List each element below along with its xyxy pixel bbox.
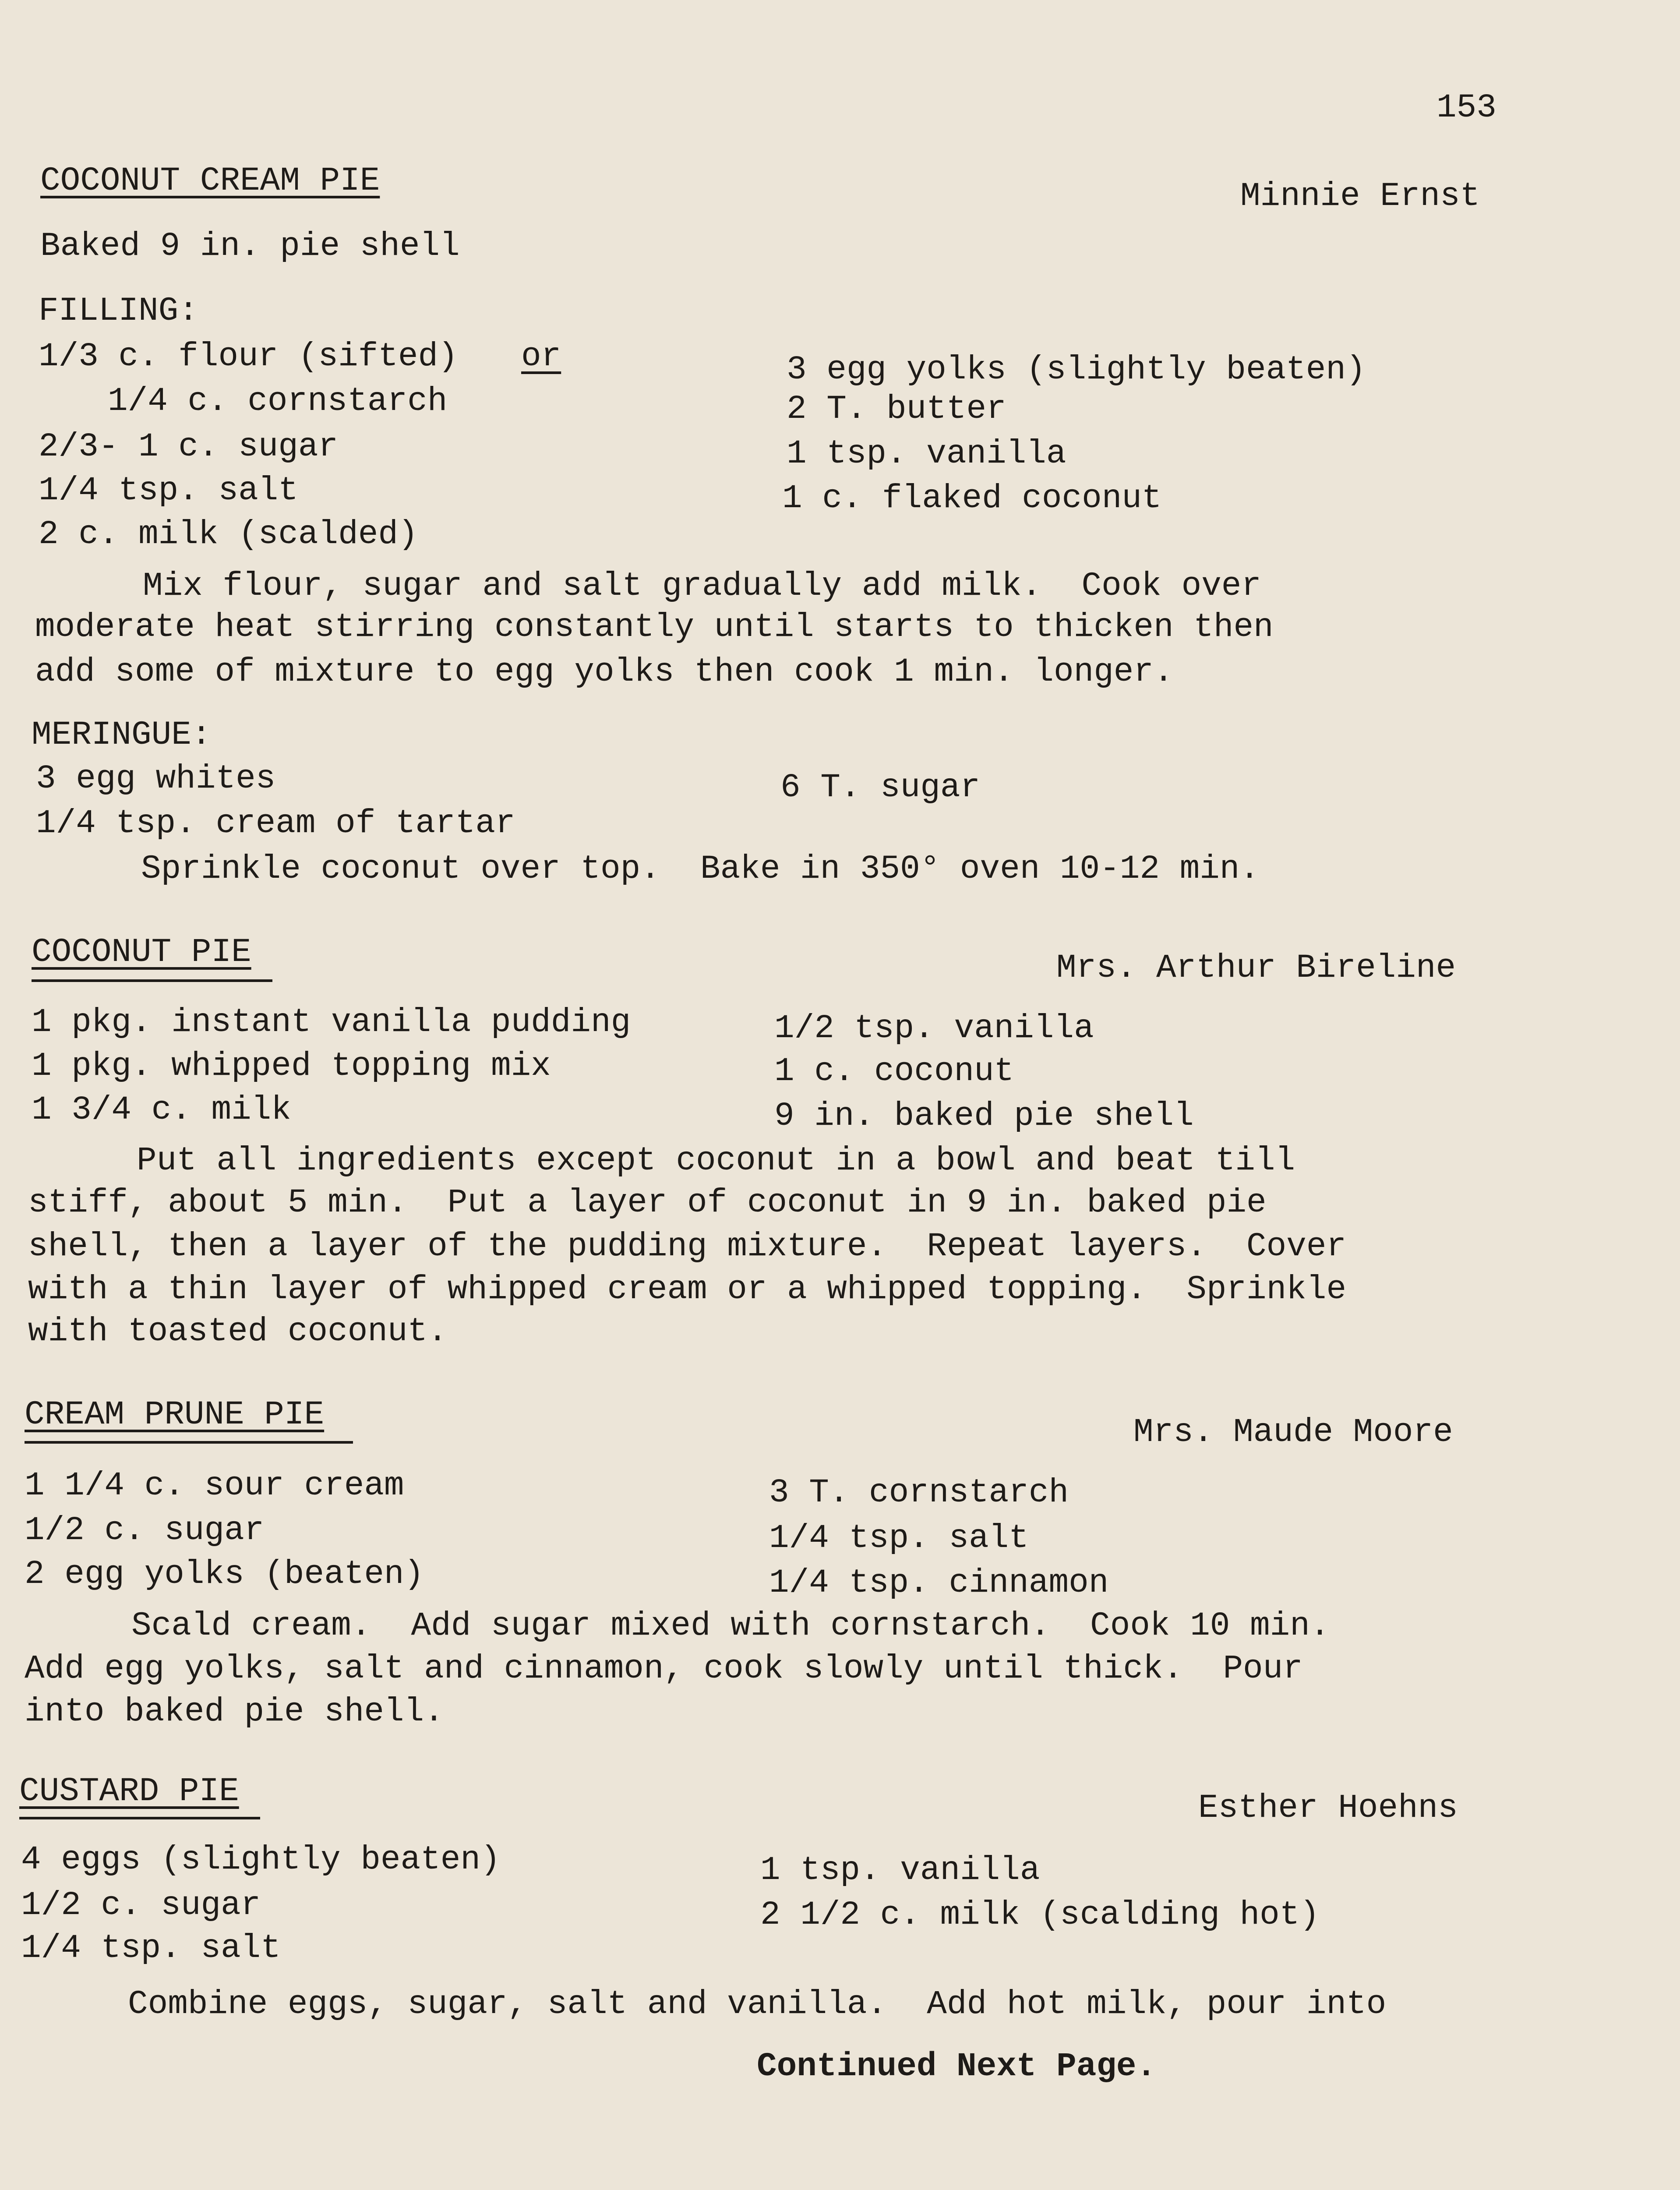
ingredient-left: 3 egg whites	[36, 760, 276, 798]
ingredient-left: 2/3- 1 c. sugar	[39, 428, 339, 466]
recipe-author: Minnie Ernst	[1240, 177, 1480, 215]
direction-line: with a thin layer of whipped cream or a whipped topping. Sprinkle	[28, 1271, 1347, 1308]
ingredient-left: 1/4 tsp. cream of tartar	[36, 805, 515, 842]
direction-line: moderate heat stirring constantly until starts to thicken then	[35, 608, 1274, 646]
ingredient-left: 1 1/4 c. sour cream	[25, 1467, 404, 1505]
direction-line: Put all ingredients except coconut in a bowl and beat till	[137, 1142, 1295, 1180]
ingredient-right: 3 egg yolks (slightly beaten)	[787, 351, 1366, 389]
ingredient-right: 2 1/2 c. milk (scalding hot)	[760, 1896, 1320, 1934]
ingredient-left: 1 pkg. instant vanilla pudding	[32, 1003, 631, 1041]
recipe-title: COCONUT PIE	[32, 933, 251, 971]
direction-line: Combine eggs, sugar, salt and vanilla. Add hot milk, pour into	[128, 1985, 1387, 2023]
ingredient-left: 1 3/4 c. milk	[32, 1091, 291, 1129]
ingredient-left: 1/2 c. sugar	[21, 1886, 261, 1924]
continued-note: Continued Next Page.	[757, 2048, 1157, 2085]
ingredient-left: 1 pkg. whipped topping mix	[32, 1047, 551, 1085]
ingredient-right: 1 tsp. vanilla	[760, 1851, 1040, 1889]
recipe-title: CUSTARD PIE	[19, 1773, 239, 1810]
page-number: 153	[1436, 89, 1496, 127]
direction-line: shell, then a layer of the pudding mixture. Repeat layers. Cover	[28, 1228, 1347, 1265]
ingredient-left: 2 egg yolks (beaten)	[25, 1555, 424, 1593]
title-double-rule	[32, 979, 272, 982]
ingredient-right: 1/2 tsp. vanilla	[774, 1010, 1094, 1047]
recipe-author: Esther Hoehns	[1198, 1789, 1458, 1827]
recipe-author: Mrs. Maude Moore	[1133, 1413, 1453, 1451]
direction-line: Scald cream. Add sugar mixed with cornstarch. Cook 10 min.	[131, 1607, 1330, 1645]
crust-line: Baked 9 in. pie shell	[40, 227, 460, 265]
recipe-title: CREAM PRUNE PIE	[25, 1396, 325, 1434]
direction-line: into baked pie shell.	[25, 1693, 444, 1731]
recipe-title: COCONUT CREAM PIE	[40, 162, 380, 200]
ingredient-right: 6 T. sugar	[780, 769, 981, 806]
direction-line: stiff, about 5 min. Put a layer of coconut in 9 in. baked pie	[28, 1184, 1267, 1222]
ingredient-left: 4 eggs (slightly beaten)	[21, 1841, 501, 1879]
direction-line: Add egg yolks, salt and cinnamon, cook slowly until thick. Pour	[25, 1650, 1303, 1688]
ingredient-left: 1/4 tsp. salt	[39, 472, 298, 509]
title-double-rule	[25, 1441, 353, 1444]
recipe-author: Mrs. Arthur Bireline	[1056, 949, 1456, 987]
ingredient-right: 1/4 tsp. cinnamon	[769, 1564, 1109, 1602]
direction-line: add some of mixture to egg yolks then cook 1 min. longer.	[35, 653, 1174, 691]
direction-line: with toasted coconut.	[28, 1313, 448, 1350]
title-double-rule	[19, 1817, 260, 1819]
ingredient-right: 1 c. flaked coconut	[782, 480, 1162, 517]
ingredient-right: 3 T. cornstarch	[769, 1474, 1069, 1512]
ingredient-right: 1 tsp. vanilla	[787, 435, 1066, 473]
ingredient-right: 2 T. butter	[787, 390, 1006, 428]
ingredient-left: 2 c. milk (scalded)	[39, 516, 418, 553]
ingredient-right: 1 c. coconut	[774, 1053, 1014, 1090]
ingredient-right: 1/4 tsp. salt	[769, 1519, 1029, 1557]
section-label: MERINGUE:	[32, 716, 212, 754]
section-label: FILLING:	[39, 292, 198, 330]
direction-line: Mix flour, sugar and salt gradually add milk. Cook over	[143, 567, 1262, 605]
direction-line: Sprinkle coconut over top. Bake in 350° oven 10-12 min.	[141, 850, 1260, 888]
ingredient-left: 1/4 c. cornstarch	[108, 382, 448, 420]
or-connector: or	[521, 338, 561, 375]
ingredient-right: 9 in. baked pie shell	[774, 1097, 1194, 1135]
ingredient-left: 1/3 c. flour (sifted)	[39, 338, 458, 375]
ingredient-left: 1/2 c. sugar	[25, 1512, 265, 1549]
ingredient-left: 1/4 tsp. salt	[21, 1929, 281, 1967]
